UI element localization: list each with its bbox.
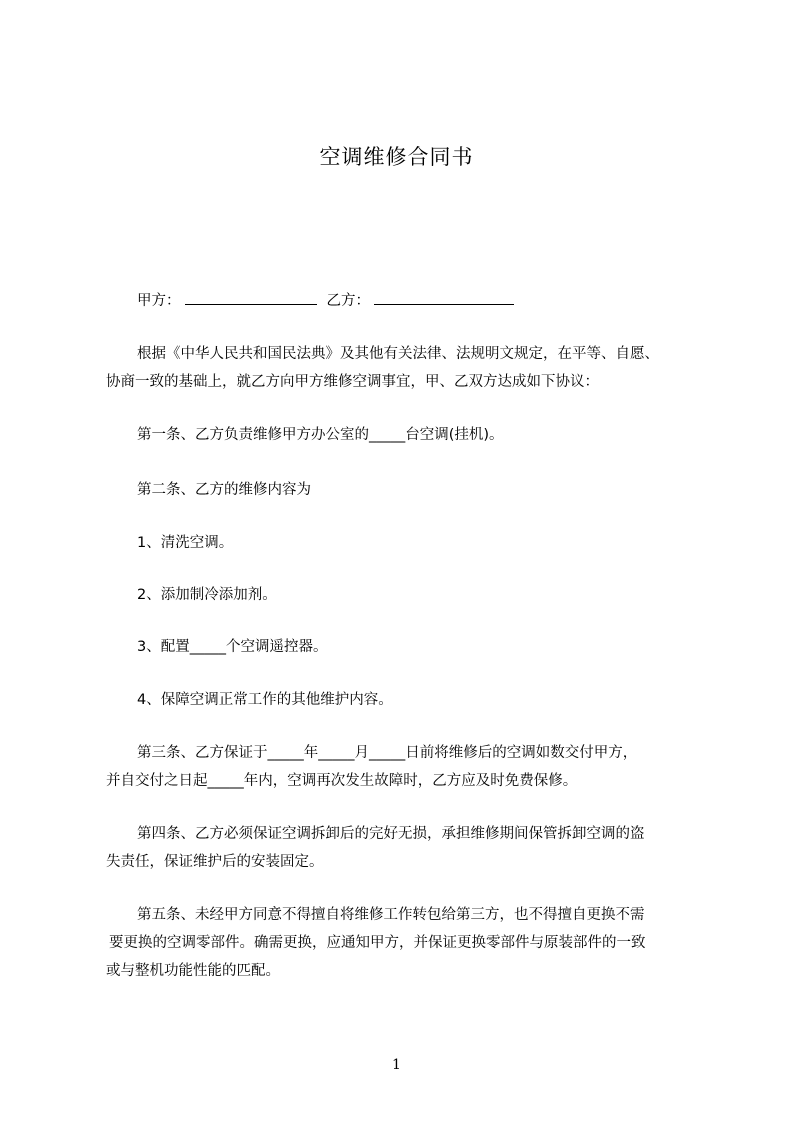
- article-5-line-1: 第五条、未经甲方同意不得擅自将维修工作转包给第三方，也不得擅自更换不需: [137, 907, 645, 923]
- list-item: 1、清洗空调。: [137, 535, 234, 551]
- party-b-label: 乙方：: [326, 293, 370, 309]
- list-item: 4、保障空调正常工作的其他维护内容。: [137, 692, 393, 708]
- article-1: 第一条、乙方负责维修甲方办公室的_____台空调(挂机)。: [137, 427, 504, 443]
- list-item: 3、配置_____个空调遥控器。: [137, 639, 328, 655]
- paragraph-preamble-line-2: 协商一致的基础上，就乙方向甲方维修空调事宜，甲、乙双方达成如下协议：: [106, 374, 599, 390]
- list-item: 2、添加制冷添加剂。: [137, 587, 277, 603]
- document-title: 空调维修合同书: [319, 145, 474, 169]
- article-2: 第二条、乙方的维修内容为: [137, 482, 311, 498]
- article-5-line-2: 要更换的空调零部件。确需更换，应通知甲方，并保证更换零部件与原装部件的一致: [109, 935, 646, 951]
- paragraph-preamble-line-1: 根据《中华人民共和国民法典》及其他有关法律、法规明文规定，在平等、自愿、: [137, 346, 659, 362]
- party-b-blank: [374, 290, 514, 305]
- article-3-line-1: 第三条、乙方保证于_____年_____月_____日前将维修后的空调如数交付甲方，: [137, 745, 638, 761]
- party-a-blank: [185, 290, 317, 305]
- article-3-line-2: 并自交付之日起_____年内，空调再次发生故障时，乙方应及时免费保修。: [106, 773, 578, 789]
- article-4-line-1: 第四条、乙方必须保证空调拆卸后的完好无损，承担维修期间保管拆卸空调的盗: [137, 826, 645, 842]
- page-number: 1: [392, 1057, 401, 1073]
- article-4-line-2: 失责任，保证维护后的安装固定。: [106, 854, 324, 870]
- party-a-label: 甲方：: [137, 293, 181, 309]
- article-5-line-3: 或与整机功能性能的匹配。: [106, 963, 280, 979]
- party-fields: [137, 290, 514, 311]
